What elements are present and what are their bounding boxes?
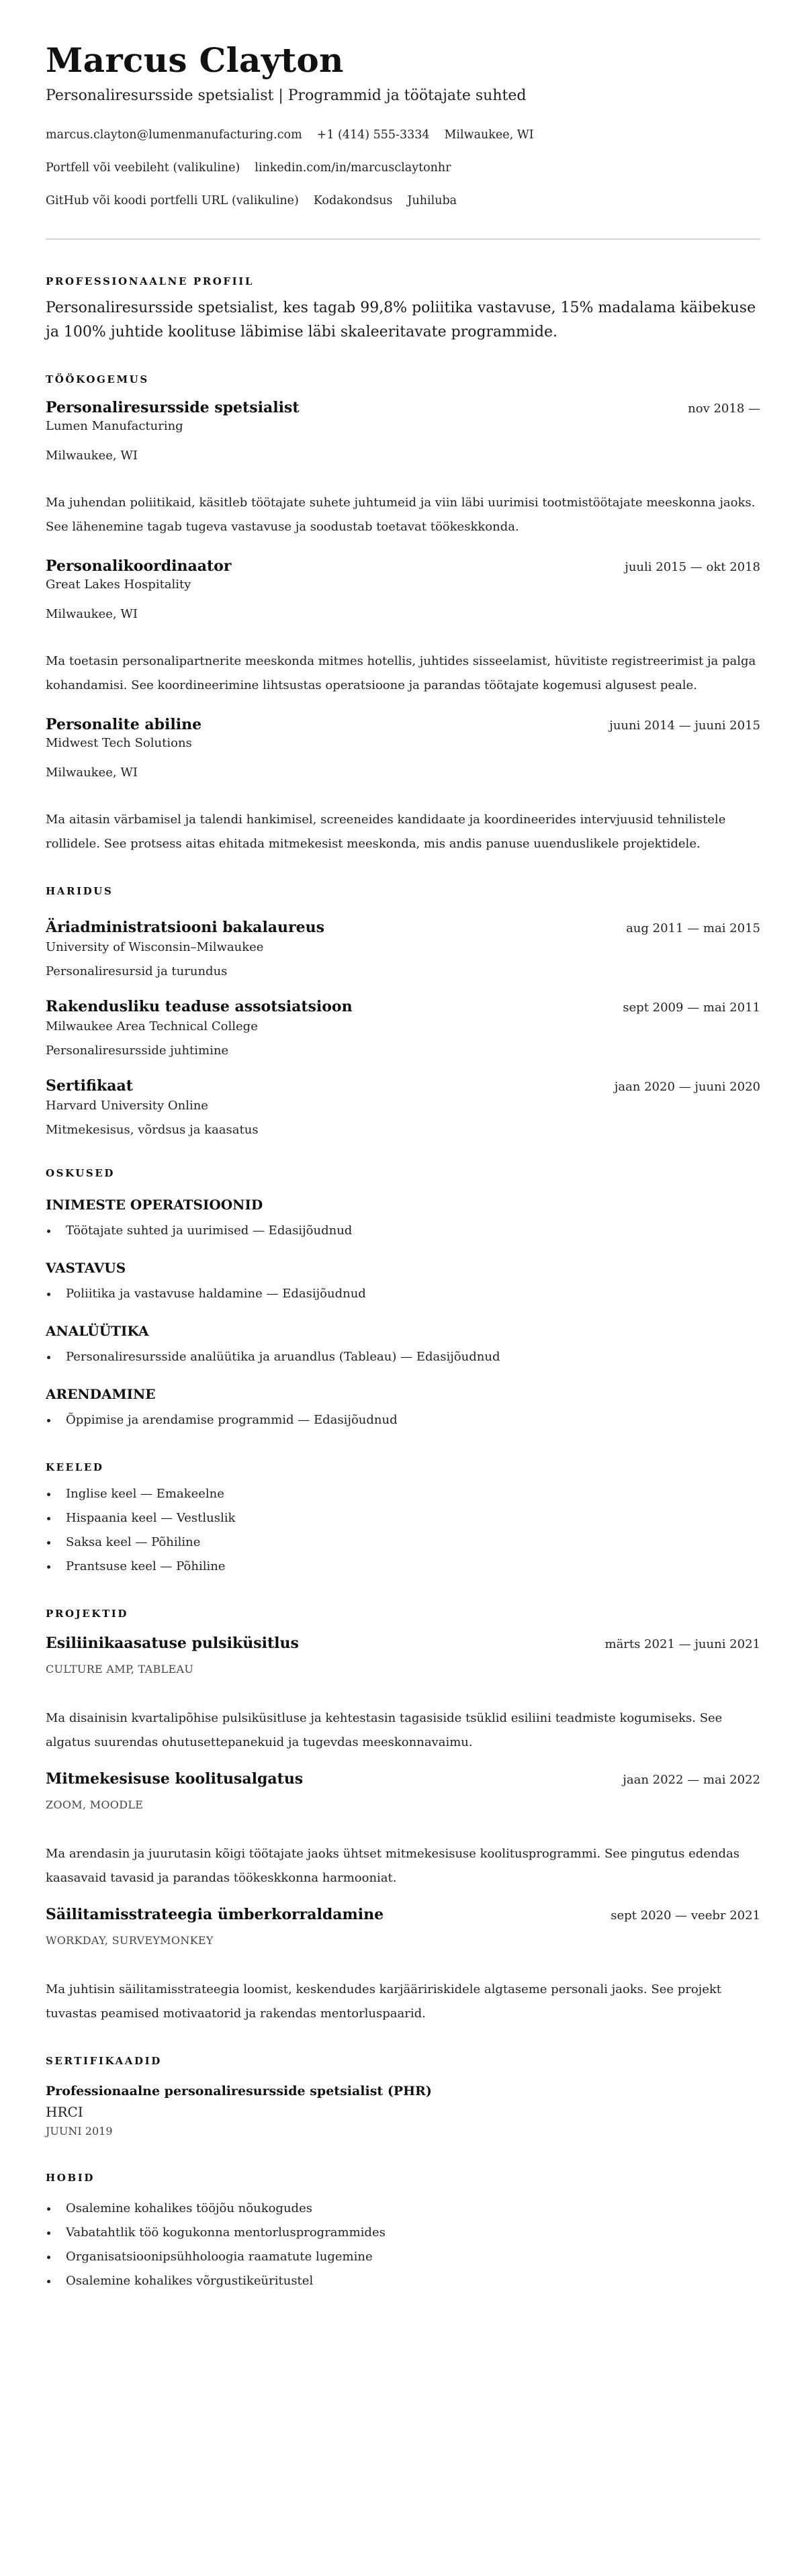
job-title: Personalikoordinaator: [46, 557, 232, 575]
education-entry-header: [46, 918, 760, 937]
hobby-item: Vabatahtlik töö kogukonna mentorlusprogrammides: [46, 2221, 760, 2245]
contact-row-1: [46, 127, 760, 143]
skill-item: Töötajate suhted ja uurimised — Edasijõudnud: [46, 1219, 760, 1243]
hobby-list: [46, 2197, 760, 2293]
skill-group: [46, 1385, 760, 1432]
skill-item: Personaliresursside analüütika ja aruandlus (Tableau) — Edasijõudnud: [46, 1345, 760, 1369]
job-location: Milwaukee, WI: [46, 766, 138, 780]
project-name: Mitmekesisuse koolitusalgatus: [46, 1770, 304, 1788]
profile-summary: Personaliresursside spetsialist, kes tagab 99,8% poliitika vastavuse, 15% madalama käibekuse ja 100% juhtide koolituse läbimise läbi skaleeritavate programmide.: [46, 300, 756, 340]
certification-date: JUUNI 2019: [46, 2125, 113, 2137]
project-entry-header: [46, 1634, 760, 1653]
projects-section: [46, 1607, 760, 2026]
section-title-experience: TÖÖKOGEMUS: [46, 373, 149, 385]
job-dates: nov 2018 —: [688, 402, 760, 416]
skill-category: ARENDAMINE: [46, 1386, 156, 1402]
language-item: Prantsuse keel — Põhiline: [46, 1555, 760, 1579]
candidate-name: Marcus Clayton: [46, 40, 344, 80]
project-entry-header: [46, 1905, 760, 1924]
section-title-profile: PROFESSIONAALNE PROFIIL: [46, 275, 255, 287]
education-section: [46, 884, 760, 1138]
skill-item: Õppimise ja arendamise programmid — Edasijõudnud: [46, 1408, 760, 1432]
contact-portfolio[interactable]: Portfell või veebileht (valikuline): [46, 161, 240, 175]
profile-section: [46, 275, 760, 344]
contact-linkedin[interactable]: linkedin.com/in/marcusclaytonhr: [255, 161, 451, 175]
certification-issuer: HRCI: [46, 2104, 83, 2120]
school-name: University of Wisconsin–Milwaukee: [46, 940, 264, 954]
language-list: [46, 1482, 760, 1579]
project-entry: [46, 1905, 760, 2026]
field-of-study: Personaliresursside juhtimine: [46, 1044, 229, 1058]
job-description: Ma toetasin personalipartnerite meeskonda mitmes hotellis, juhtides sisseelamist, hüvitiste registreerimist ja palga kohandamisi. See koordineerimine lihtsustas operatsioone ja parandas töötajate kogemusi algusest peale.: [46, 654, 756, 692]
job-title: Personalite abiline: [46, 716, 202, 733]
skill-category: VASTAVUS: [46, 1260, 126, 1276]
skill-item: Poliitika ja vastavuse haldamine — Edasijõudnud: [46, 1282, 760, 1306]
contact-location: Milwaukee, WI: [444, 128, 534, 142]
experience-entry-header: [46, 398, 760, 417]
education-dates: aug 2011 — mai 2015: [626, 921, 760, 935]
certification-name: Professionaalne personaliresursside spetsialist (PHR): [46, 2084, 432, 2099]
project-description: Ma juhtisin säilitamisstrateegia loomist, keskendudes karjääririskidele algtaseme personali jaoks. See projekt tuvastas peamised motivaatorid ja rakendas mentorluspaarid.: [46, 1982, 722, 2021]
skill-list: [46, 1408, 760, 1432]
contact-drivers-license: Juhiluba: [407, 194, 457, 208]
school-name: Milwaukee Area Technical College: [46, 1019, 258, 1033]
degree-title: Sertifikaat: [46, 1077, 133, 1095]
field-of-study: Personaliresursid ja turundus: [46, 964, 228, 978]
degree-title: Äriadministratsiooni bakalaureus: [46, 919, 325, 936]
contact-citizenship: Kodakondsus: [313, 194, 393, 208]
skill-group: [46, 1259, 760, 1306]
project-dates: märts 2021 — juuni 2021: [604, 1637, 760, 1651]
languages-section: [46, 1461, 760, 1579]
job-company: Great Lakes Hospitality: [46, 578, 191, 592]
experience-entry: [46, 557, 760, 698]
section-title-education: HARIDUS: [46, 885, 114, 897]
education-entry: [46, 997, 760, 1059]
section-title-skills: OSKUSED: [46, 1167, 115, 1179]
job-dates: juuni 2014 — juuni 2015: [609, 719, 760, 733]
project-name: Esiliinikaasatuse pulsiküsitlus: [46, 1635, 299, 1652]
certification-entry: [46, 2082, 760, 2139]
skill-list: [46, 1345, 760, 1369]
degree-title: Rakendusliku teaduse assotsiatsioon: [46, 998, 353, 1015]
language-item: Hispaania keel — Vestluslik: [46, 1506, 760, 1530]
hobby-item: Osalemine kohalikes tööjõu nõukogudes: [46, 2197, 760, 2221]
school-name: Harvard University Online: [46, 1099, 208, 1113]
skill-group: [46, 1322, 760, 1369]
education-entry-header: [46, 1076, 760, 1095]
experience-entry-header: [46, 557, 760, 576]
education-entry: [46, 1076, 760, 1138]
experience-section: [46, 373, 760, 856]
project-entry: [46, 1634, 760, 1755]
section-title-hobbies: HOBID: [46, 2172, 95, 2184]
language-item: Inglise keel — Emakeelne: [46, 1482, 760, 1506]
project-tools: CULTURE AMP, TABLEAU: [46, 1663, 194, 1675]
job-location: Milwaukee, WI: [46, 449, 138, 463]
job-dates: juuli 2015 — okt 2018: [625, 560, 760, 574]
skill-category: INIMESTE OPERATSIOONID: [46, 1197, 263, 1213]
header-divider: [46, 238, 760, 240]
job-title: Personaliresursside spetsialist: [46, 399, 300, 416]
project-description: Ma disainisin kvartalipõhise pulsiküsitluse ja kehtestasin tagasiside tsüklid esiliini teadmiste kogumiseks. See algatus suurendas ohutusettepanekuid ja tugevdas meeskonnavaimu.: [46, 1711, 723, 1749]
experience-entry: [46, 398, 760, 539]
section-title-languages: KEELED: [46, 1461, 104, 1473]
education-entry-header: [46, 997, 760, 1016]
skill-list: [46, 1219, 760, 1243]
skill-category: ANALÜÜTIKA: [46, 1323, 149, 1339]
project-tools: ZOOM, MOODLE: [46, 1798, 144, 1811]
project-name: Säilitamisstrateegia ümberkorraldamine: [46, 1906, 384, 1923]
project-entry: [46, 1769, 760, 1890]
job-description: Ma juhendan poliitikaid, käsitleb töötajate suhete juhtumeid ja viin läbi uurimisi tootmistöötajate meeskonna jaoks. See lähenemine tagab tugeva vastavuse ja soodustab toetavat töökeskkonda.: [46, 496, 756, 534]
language-item: Saksa keel — Põhiline: [46, 1530, 760, 1555]
job-location: Milwaukee, WI: [46, 607, 138, 621]
education-entry: [46, 918, 760, 980]
job-company: Midwest Tech Solutions: [46, 736, 192, 750]
project-dates: sept 2020 — veebr 2021: [611, 1908, 760, 1923]
certifications-section: [46, 2054, 760, 2139]
job-description: Ma aitasin värbamisel ja talendi hankimisel, screeneides kandidaate ja koordineerides intervjuusid tehnilistele rollidele. See protsess aitas ehitada mitmekesist meeskonda, mis andis panuse uuenduslikele projektidele.: [46, 813, 726, 851]
contact-phone[interactable]: +1 (414) 555-3334: [316, 128, 430, 142]
skill-group: [46, 1196, 760, 1243]
project-tools: WORKDAY, SURVEYMONKEY: [46, 1934, 214, 1947]
education-dates: jaan 2020 — juuni 2020: [614, 1080, 760, 1094]
education-dates: sept 2009 — mai 2011: [623, 1001, 760, 1015]
hobby-item: Osalemine kohalikes võrgustikeüritustel: [46, 2269, 760, 2293]
contact-email[interactable]: marcus.clayton@lumenmanufacturing.com: [46, 128, 302, 142]
experience-entry: [46, 715, 760, 856]
skill-list: [46, 1282, 760, 1306]
skills-section: [46, 1166, 760, 1432]
hobbies-section: [46, 2171, 760, 2293]
contact-github[interactable]: GitHub või koodi portfelli URL (valikuline): [46, 194, 299, 208]
resume-header: [46, 39, 760, 209]
contact-row-3: [46, 193, 760, 209]
contact-row-2: [46, 160, 760, 176]
job-company: Lumen Manufacturing: [46, 419, 183, 433]
project-dates: jaan 2022 — mai 2022: [623, 1773, 760, 1787]
field-of-study: Mitmekesisus, võrdsus ja kaasatus: [46, 1123, 259, 1137]
section-title-certifications: SERTIFIKAADID: [46, 2055, 162, 2067]
project-entry-header: [46, 1769, 760, 1788]
candidate-headline: Personaliresursside spetsialist | Programmid ja töötajate suhted: [46, 87, 527, 104]
project-description: Ma arendasin ja juurutasin kõigi töötajate jaoks ühtset mitmekesisuse koolitusprogrammi. See pingutus edendas kaasavaid tavasid ja parandas töökeskkonna harmooniat.: [46, 1847, 740, 1885]
section-title-projects: PROJEKTID: [46, 1608, 128, 1620]
experience-entry-header: [46, 715, 760, 734]
hobby-item: Organisatsioonipsühholoogia raamatute lugemine: [46, 2245, 760, 2269]
